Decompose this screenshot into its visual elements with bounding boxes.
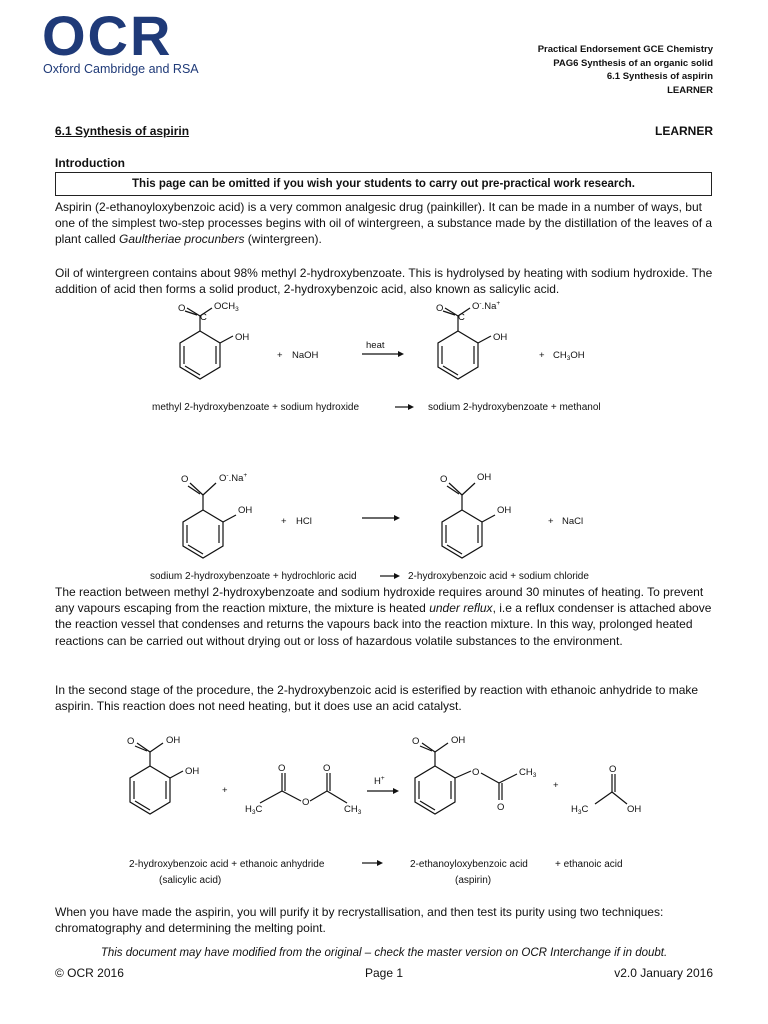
svg-text:O: O (178, 303, 186, 314)
paragraph-aspirin-intro: Aspirin (2-ethanoyloxybenzoic acid) is a very common analgesic drug (painkiller). It can be made in a number of ways, but one of the simplest two-step processes begins with oil of wintergreen, a substance made by the distillation of the leaves of a plant called Gaultheriae procunbers (wintergreen). (55, 200, 713, 247)
plant-name: Gaultheriae procunbers (119, 232, 245, 247)
reaction-2-diagram (140, 465, 640, 583)
word-equation-3-aspirin-common: (aspirin) (455, 875, 492, 886)
salicylic-acid-oh: OH (166, 735, 181, 746)
benzene-ring-1 (180, 331, 220, 379)
svg-text:O: O (302, 797, 310, 808)
svg-text:O: O (472, 767, 480, 778)
svg-text:O: O (412, 736, 420, 747)
paragraph-wintergreen: Oil of wintergreen contains about 98% methyl 2-hydroxybenzoate. This is hydrolysed by heating with sodium hydroxide. The addition of acid then forms a solid product, 2-hydroxybenzoic acid, also known as salicylic acid. (55, 266, 713, 297)
ester-group: $OCH_3$ (214, 301, 239, 313)
plus-6: + (553, 780, 559, 791)
omit-notice-box: This page can be omitted if you wish your students to carry out pre-practical work research. (55, 172, 712, 196)
carboxylic-acid-oh: OH (477, 472, 492, 483)
plus-4: + (548, 516, 554, 527)
plus-3: + (281, 516, 287, 527)
svg-text:C: C (200, 312, 207, 323)
phenol-oh-2: OH (493, 332, 508, 343)
word-equation-2-right: 2-hydroxybenzoic acid + sodium chloride (408, 571, 589, 582)
svg-text:O: O (440, 474, 448, 485)
phenol-oh-3: OH (238, 505, 253, 516)
footer-copyright: © OCR 2016 (55, 966, 124, 980)
paragraph-purification: When you have made the aspirin, you will purify it by recrystallisation, and then test its purity using two techniques: chromatography and determining the melting point. (55, 905, 664, 936)
condition-heat: heat (366, 340, 385, 351)
acid-catalyst: H+ (374, 775, 385, 787)
svg-text:O: O (609, 764, 617, 775)
ethanoic-oh: OH (627, 804, 642, 815)
svg-text:O: O (278, 763, 286, 774)
heat-arrow-head (398, 351, 404, 357)
aspirin-acid-oh: OH (451, 735, 466, 746)
svg-text:O: O (127, 736, 135, 747)
footer-page-number: Page 1 (365, 966, 404, 980)
anhydride-ch3: $CH_3$ (344, 804, 362, 816)
audience-label: LEARNER (654, 124, 713, 138)
paragraph-reflux: The reaction between methyl 2-hydroxybenzoate and sodium hydroxide requires around 30 minutes of heating. To prevent any vapours escaping from the reaction mixture, the mixture is heated under reflux, i.e a reflux condenser is attached above the reaction vessel that condenses and returns the vapours back into the reaction mixture. In this way, prolonged heated reactions can be carried out without drying out or loss of hazardous volatile substances to the environment. (55, 585, 712, 648)
anhydride-h3c: $H_3C$ (245, 804, 263, 816)
benzene-ring-2 (438, 331, 478, 379)
phenol-oh-1: OH (235, 332, 250, 343)
product-nacl: NaCl (562, 516, 584, 527)
document-header (538, 43, 713, 97)
reagent-naoh: NaOH (292, 350, 319, 361)
header-course: Practical Endorsement GCE Chemistry (537, 44, 713, 55)
footer-version: v2.0 January 2016 (614, 966, 713, 980)
reaction-3-diagram (115, 728, 675, 890)
svg-text:O: O (181, 474, 189, 485)
header-audience: LEARNER (667, 84, 713, 96)
phenol-oh-5: OH (185, 766, 200, 777)
ocr-logo: OCR (42, 4, 173, 67)
ocr-logo-tagline: Oxford Cambridge and RSA (43, 62, 199, 76)
plus-2: + (539, 350, 545, 361)
reaction-1-diagram (140, 296, 640, 421)
word-equation-3-salicylic: (salicylic acid) (159, 875, 222, 886)
title-row (55, 124, 713, 140)
carboxylate-group: O-.Na+ (472, 300, 501, 312)
word-equation-3-ethanoic: + ethanoic acid (555, 859, 623, 870)
word-equation-1-left: methyl 2-hydroxybenzoate + sodium hydroxide (152, 402, 360, 413)
svg-text:O: O (323, 763, 331, 774)
header-activity: 6.1 Synthesis of aspirin (606, 71, 713, 82)
phenol-oh-4: OH (497, 505, 512, 516)
word-equation-2-left: sodium 2-hydroxybenzoate + hydrochloric acid (150, 571, 357, 582)
page-title: 6.1 Synthesis of aspirin (55, 124, 190, 138)
word-equation-1-right: sodium 2-hydroxybenzoate + methanol (428, 402, 601, 413)
reagent-hcl: HCl (296, 516, 312, 527)
aspirin-ch3: $CH_3$ (519, 767, 537, 779)
carboxylate-group-2: O-.Na+ (219, 472, 248, 484)
introduction-heading: Introduction (55, 156, 125, 170)
svg-text:O: O (436, 303, 444, 314)
plus-5: + (222, 785, 228, 796)
paragraph-esterification: In the second stage of the procedure, the 2-hydroxybenzoic acid is esterified by reaction with ethanoic anhydride to make aspirin. This reaction does not need heating, but it does use an acid catalyst. (55, 683, 699, 714)
reflux-term: under reflux (429, 601, 493, 616)
svg-text:C: C (458, 312, 465, 323)
ethanoic-h3c: $H_3C$ (571, 804, 589, 816)
header-pag: PAG6 Synthesis of an organic solid (553, 57, 713, 69)
methanol-formula: $CH_3OH$ (553, 350, 585, 362)
word-equation-3-reactants: 2-hydroxybenzoic acid + ethanoic anhydride (129, 859, 325, 870)
word-equation-3-aspirin: 2-ethanoyloxybenzoic acid (410, 859, 528, 870)
svg-text:O: O (497, 802, 505, 813)
word-arrow-head-1 (408, 404, 414, 410)
plus-1: + (277, 350, 283, 361)
footer (55, 966, 713, 982)
footer-disclaimer: This document may have modified from the original – check the master version on OCR Interchange if in doubt. (100, 947, 668, 959)
